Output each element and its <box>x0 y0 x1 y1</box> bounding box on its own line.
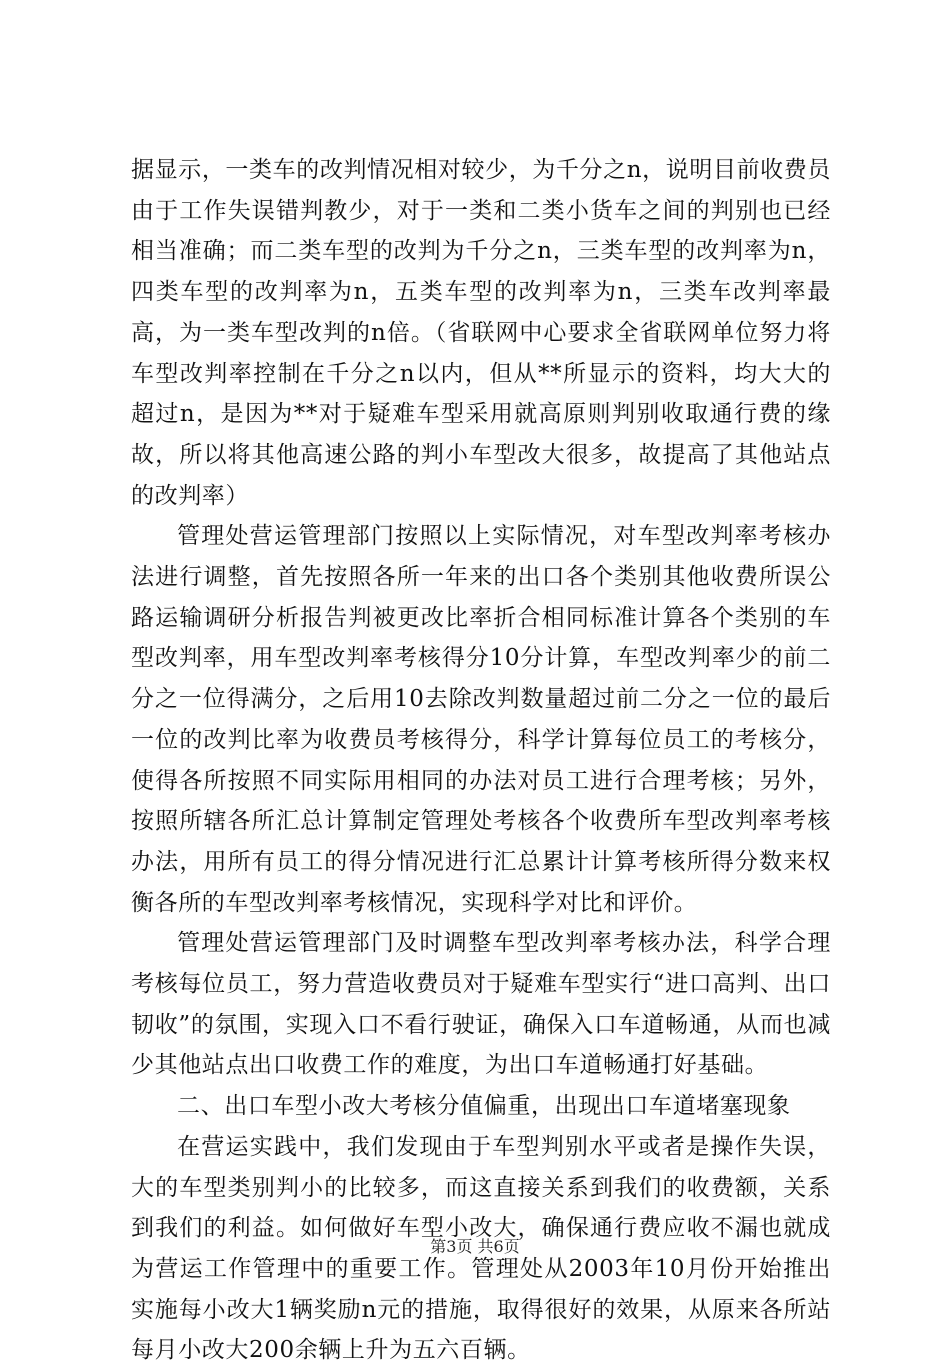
page-number-footer: 第3页 共6页 <box>430 1237 520 1256</box>
paragraph-vehicle-stats: 据显示，一类车的改判情况相对较少，为千分之n，说明目前收费员由于工作失误错判教少，对于一类和二类小货车之间的判别也已经相当准确；而二类车型的改判为千分之n，三类车型的改判率为n，四类车型的改判率为n，五类车型的改判率为n，三类车改判率最高，为一类车型改判的n倍。（省联网中心要求全省联网单位努力将车型改判率控制在千分之n以内，但从**所显示的资料，均大大的超过n，是因为**对于疑难车型采用就高原则判别收取通行费的缘故，所以将其他高速公路的判小车型改大很多，故提高了其他站点的改判率） <box>131 157 831 509</box>
paragraph-assessment-adjustment: 管理处营运管理部门按照以上实际情况，对车型改判率考核办法进行调整，首先按照各所一年来的出口各个类别其他收费所误公路运输调研分析报告判被更改比率折合相同标准计算各个类别的车型改判率，用车型改判率考核得分10分计算，车型改判率少的前二分之一位得满分，之后用10去除改判数量超过前二分之一位的最后一位的改判比率为收费员考核得分，科学计算每位员工的考核分，使得各所按照不同实际用相同的办法对员工进行合理考核；另外，按照所辖各所汇总计算制定管理处考核各个收费所车型改判率考核办法，用所有员工的得分情况进行汇总累计计算考核所得分数来权衡各所的车型改判率考核情况，实现科学对比和评价。 <box>131 523 831 916</box>
section-heading-two: 二、出口车型小改大考核分值偏重，出现出口车道堵塞现象 <box>177 1093 791 1120</box>
paragraph-operation-practice: 在营运实践中，我们发现由于车型判别水平或者是操作失误，大的车型类别判小的比较多，而这直接关系到我们的收费额，关系到我们的利益。如何做好车型小改大，确保通行费应收不漏也就成为营运工作管理中的重要工作。管理处从2003年10月份开始推出实施每小改大1辆奖励n元的措施，取得很好的效果，从原来各所站每月小改大200余辆上升为五六百辆。 <box>131 1133 831 1364</box>
document-body <box>131 150 831 1371</box>
paragraph-timely-adjustment: 管理处营运管理部门及时调整车型改判率考核办法，科学合理考核每位员工，努力营造收费员对于疑难车型实行“进口高判、出口韧收”的氛围，实现入口不看行驶证，确保入口车道畅通，从而也减少其他站点出口收费工作的难度，为出口车道畅通打好基础。 <box>131 930 831 1079</box>
